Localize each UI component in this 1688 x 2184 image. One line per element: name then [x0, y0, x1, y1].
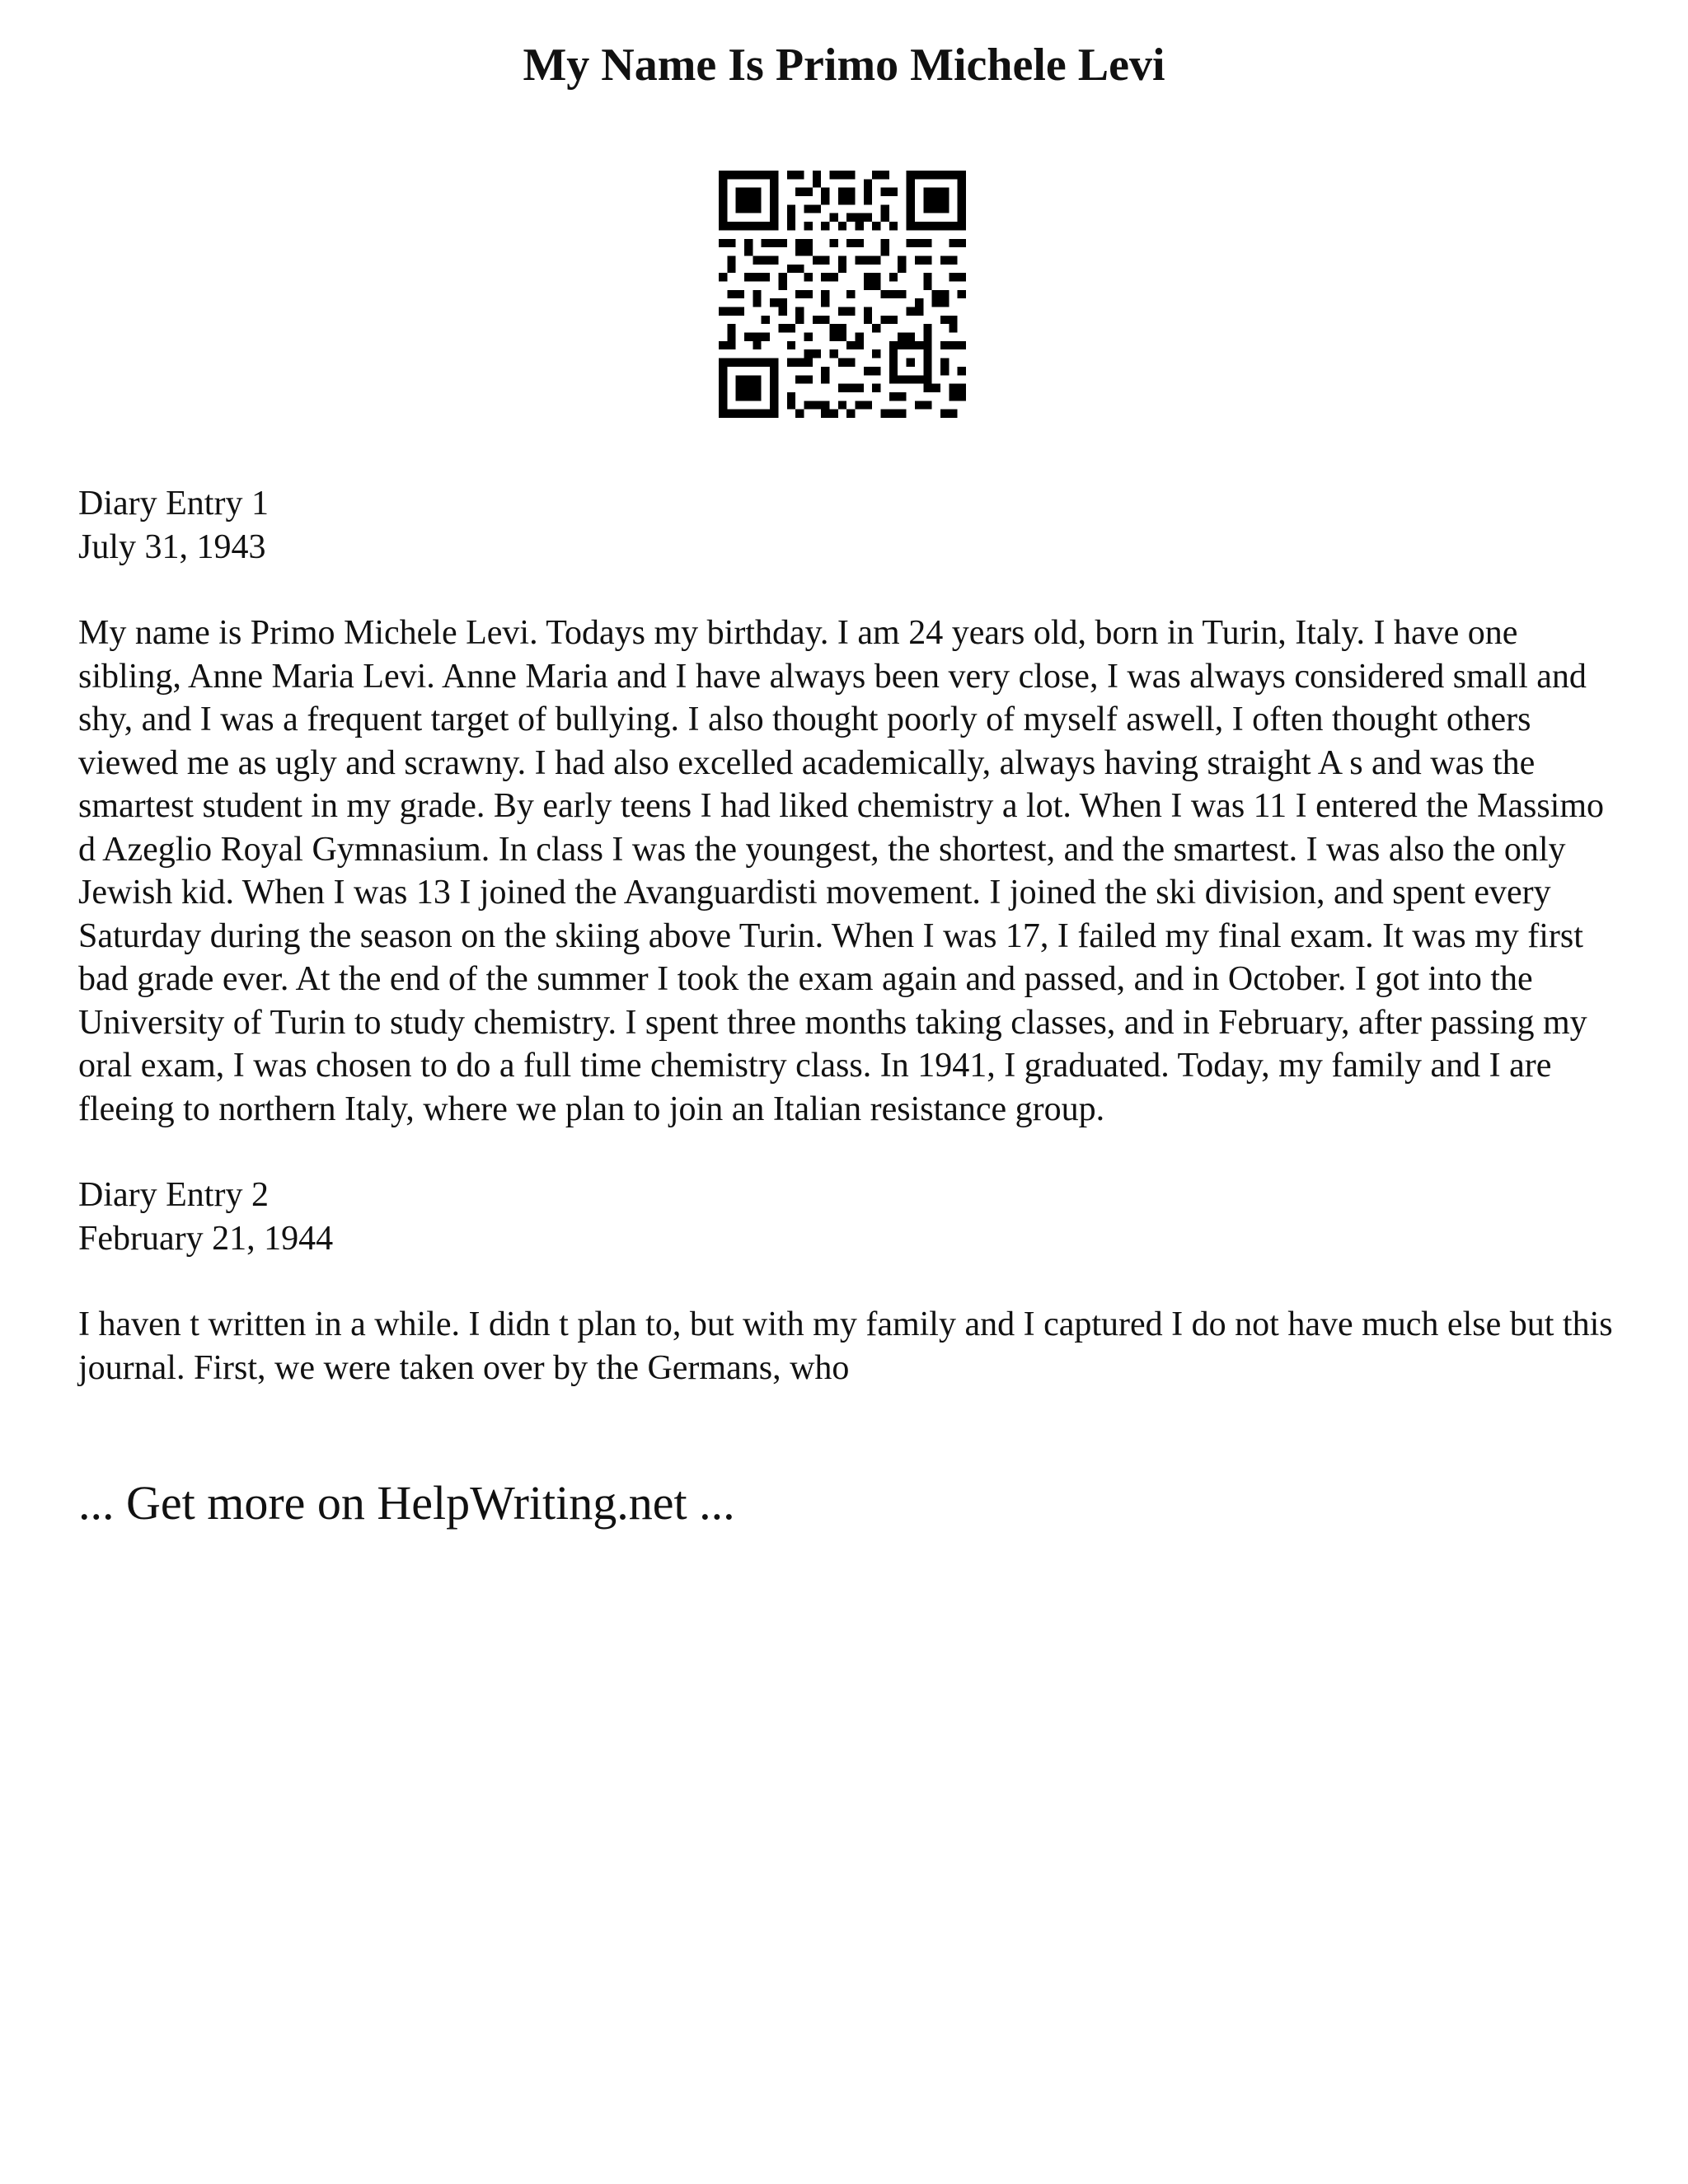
document-body — [78, 482, 1628, 1432]
entry-label: Diary Entry 2 — [78, 1176, 269, 1214]
entry-date: July 31, 1943 — [78, 527, 266, 566]
entry-text: I haven t written in a while. I didn t plan to, but with my family and I captured I do not have much else but this journal. First, we were taken over by the Germans, who — [78, 1305, 1613, 1387]
entry-date: February 21, 1944 — [78, 1219, 334, 1258]
qr-code-icon — [719, 171, 966, 418]
page-title: My Name Is Primo Michele Levi — [523, 40, 1165, 91]
entry-label: Diary Entry 1 — [78, 485, 269, 523]
entry-text: My name is Primo Michele Levi. Todays my birthday. I am 24 years old, born in Turin, Italy. I have one sibling, Anne Maria Levi. Anne Maria and I have always been very close, I was always considered small and shy, and I was a frequent target of bullying. I also thought poorly of myself aswell, I often thought others viewed me as ugly and scrawny. I had also excelled academically, always having straight A s and was the smartest student in my grade. By early teens I had liked chemistry a lot. When I was 11 I entered the Massimo d Azeglio Royal Gymnasium. In class I was the youngest, the shortest, and the smartest. I was also the only Jewish kid. When I was 13 I joined the Avanguardisti movement. I joined the ski division, and spent every Saturday during the season on the skiing above Turin. When I was 17, I failed my final exam. It was my first bad grade ever. At the end of the summer I took the exam again and passed, and in October. I got into the University of Turin to study chemistry. I spent three months taking classes, and in February, after passing my oral exam, I was chosen to do a full time chemistry class. In 1941, I graduated. Today, my family and I are fleeing to northern Italy, where we plan to join an Italian resistance group. — [78, 614, 1605, 1128]
get-more-link[interactable]: ... Get more on HelpWriting.net ... — [78, 1476, 735, 1530]
